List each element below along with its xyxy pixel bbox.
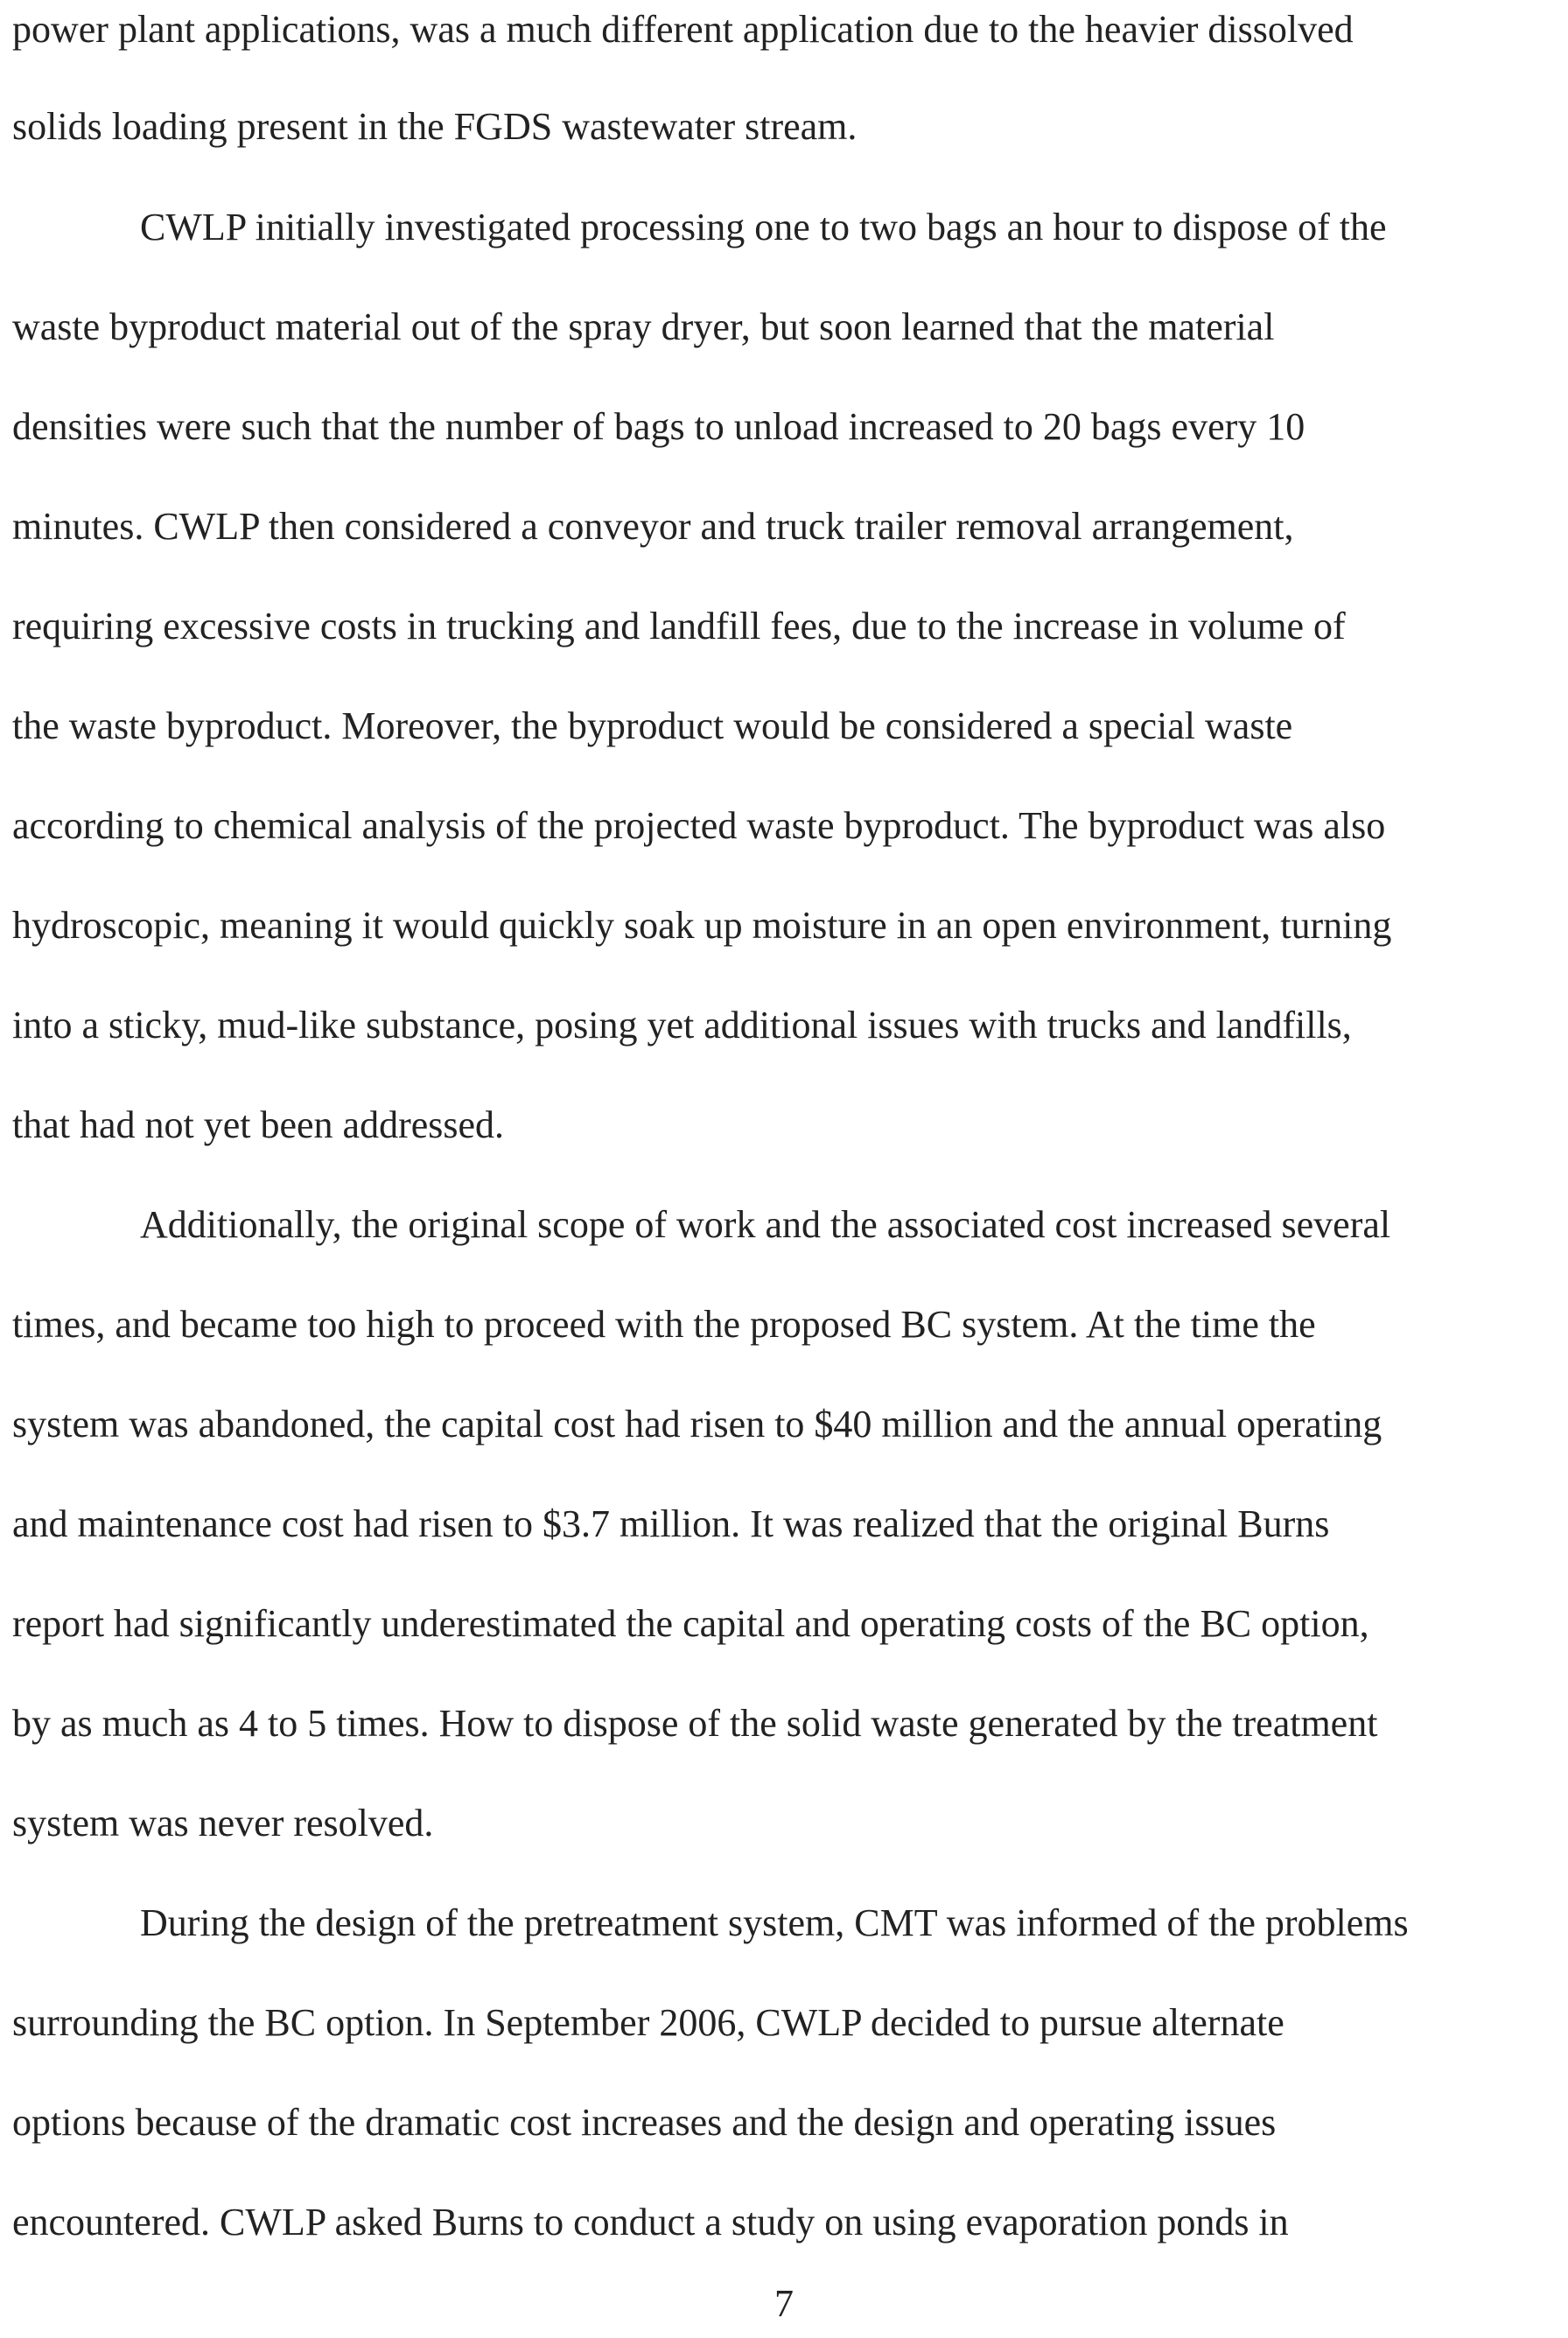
text-line: power plant applications, was a much different application due to the heavier dissolved	[12, 8, 1354, 51]
text-line: densities were such that the number of bags to unload increased to 20 bags every 10	[12, 405, 1306, 448]
text-line: waste byproduct material out of the spray dryer, but soon learned that the material	[12, 305, 1275, 348]
text-line: system was abandoned, the capital cost had risen to $40 million and the annual operating	[12, 1403, 1382, 1446]
text-line: options because of the dramatic cost increases and the design and operating issues	[12, 2101, 1277, 2144]
text-line: solids loading present in the FGDS wastewater stream.	[12, 105, 858, 148]
text-line: times, and became too high to proceed with the proposed BC system. At the time the	[12, 1303, 1316, 1346]
text-line: that had not yet been addressed.	[12, 1103, 505, 1146]
text-line: into a sticky, mud-like substance, posing yet additional issues with trucks and landfills,	[12, 1004, 1352, 1046]
text-line: system was never resolved.	[12, 1802, 434, 1844]
text-line: minutes. CWLP then considered a conveyor and truck trailer removal arrangement,	[12, 505, 1294, 548]
text-line: report had significantly underestimated the capital and operating costs of the BC option,	[12, 1602, 1369, 1645]
page-number: 7	[774, 2282, 794, 2325]
text-line: hydroscopic, meaning it would quickly soak up moisture in an open environment, turning	[12, 904, 1392, 947]
text-line: the waste byproduct. Moreover, the byproduct would be considered a special waste	[12, 704, 1293, 747]
text-line: according to chemical analysis of the projected waste byproduct. The byproduct was also	[12, 804, 1386, 847]
text-line: by as much as 4 to 5 times. How to dispose of the solid waste generated by the treatment	[12, 1702, 1378, 1745]
text-line: Additionally, the original scope of work and the associated cost increased several	[140, 1203, 1391, 1246]
text-line: encountered. CWLP asked Burns to conduct a study on using evaporation ponds in	[12, 2201, 1289, 2244]
text-line: During the design of the pretreatment system, CMT was informed of the problems	[140, 1901, 1409, 1944]
text-line: CWLP initially investigated processing one to two bags an hour to dispose of the	[140, 206, 1387, 248]
text-line: requiring excessive costs in trucking and landfill fees, due to the increase in volume of	[12, 605, 1346, 648]
text-line: surrounding the BC option. In September 2006, CWLP decided to pursue alternate	[12, 2001, 1284, 2044]
text-line: and maintenance cost had risen to $3.7 million. It was realized that the original Burns	[12, 1502, 1330, 1545]
